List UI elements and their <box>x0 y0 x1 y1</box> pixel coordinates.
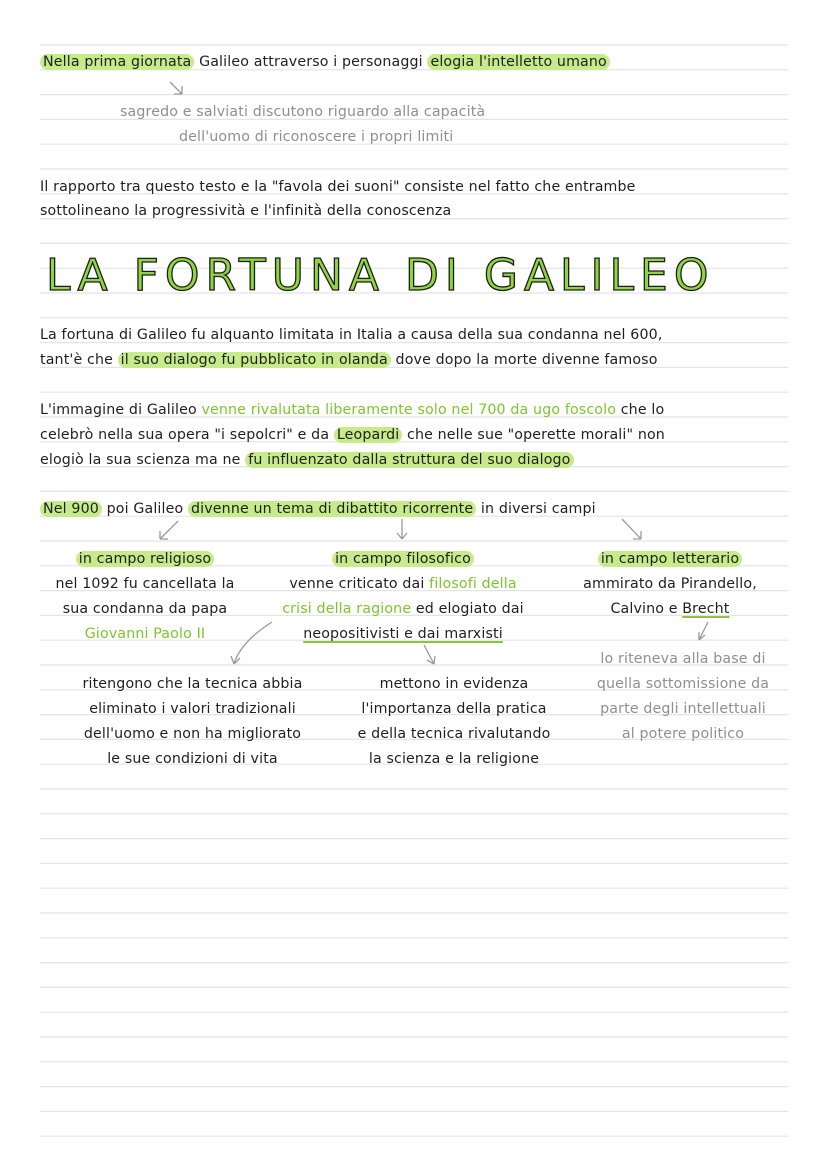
p2-line-3 <box>40 450 574 470</box>
letterario-l2-pre: Calvino e <box>610 601 678 617</box>
religioso-heading <box>40 549 250 569</box>
filosofico-line-2 <box>258 599 548 619</box>
filosofico-l2-green: crisi della ragione <box>282 601 412 617</box>
critici-line-2: eliminato i valori tradizionali <box>89 701 296 717</box>
highlight-tema: divenne un tema di dibattito ricorrente <box>188 501 476 517</box>
p3-post: in diversi campi <box>480 501 596 517</box>
highlight-struttura: fu influenzato dalla struttura del suo dialogo <box>245 452 573 468</box>
intro-sub-2: dell'uomo di riconoscere i propri limiti <box>179 129 454 145</box>
p2-l3-pre: elogiò la sua scienza ma ne <box>40 452 241 468</box>
p2-l2-pre: celebrò nella sua opera "i sepolcri" e da <box>40 427 330 443</box>
filosofico-heading-text: in campo filosofico <box>332 551 474 567</box>
filosofico-l3-underlined: neopositivisti e dai marxisti <box>303 626 503 642</box>
critici-line-3: dell'uomo e non ha migliorato <box>83 726 302 742</box>
arrow-to-letterario <box>622 519 641 539</box>
letterario-gray-2: quella sottomissione da <box>596 676 770 692</box>
arrow-brecht <box>699 622 708 640</box>
arrow-to-positivi <box>424 645 435 664</box>
filosofico-line-3 <box>258 624 548 644</box>
letterario-line-2 <box>560 599 780 619</box>
letterario-line-1: ammirato da Pirandello, <box>583 576 757 592</box>
brecht-underlined: Brecht <box>682 601 730 617</box>
p2-l2-post: che nelle sue "operette morali" non <box>407 427 665 443</box>
highlight-olanda: il suo dialogo fu pubblicato in olanda <box>118 352 391 368</box>
arrow-intro <box>170 82 182 94</box>
religioso-line-3: Giovanni Paolo II <box>84 626 206 642</box>
filosofico-heading <box>258 549 548 569</box>
intro-para-2: sottolineano la progressività e l'infinità della conoscenza <box>40 203 452 219</box>
filosofico-l1-pre: venne criticato dai <box>289 576 425 592</box>
p3-line <box>40 499 596 519</box>
critici-line-4: le sue condizioni di vita <box>107 751 278 767</box>
p2-line-2 <box>40 425 665 445</box>
p2-l1-pre: L'immagine di Galileo <box>40 402 197 418</box>
letterario-gray-4: al potere politico <box>621 726 745 742</box>
letterario-gray-3: parte degli intellettuali <box>600 701 766 717</box>
positivi-line-4: la scienza e la religione <box>368 751 540 767</box>
intro-line <box>40 52 610 72</box>
p1-post: dove dopo la morte divenne famoso <box>395 352 658 368</box>
intro-sub-1: sagredo e salviati discutono riguardo alla capacità <box>120 104 486 120</box>
critici-line-1: ritengono che la tecnica abbia <box>82 676 303 692</box>
highlight-elogia: elogia l'intelletto umano <box>427 54 609 70</box>
highlight-900: Nel 900 <box>40 501 102 517</box>
page-title: LA FORTUNA DI GALILEO <box>46 250 715 301</box>
green-foscolo: venne rivalutata liberamente solo nel 700 da ugo foscolo <box>201 402 617 418</box>
highlight-prima-giornata: Nella prima giornata <box>40 54 194 70</box>
positivi-line-2: l'importanza della pratica <box>361 701 547 717</box>
letterario-gray-1: lo riteneva alla base di <box>600 651 766 667</box>
letterario-heading-text: in campo letterario <box>598 551 742 567</box>
p3-mid: poi Galileo <box>106 501 184 517</box>
arrow-to-filosofico <box>397 519 407 539</box>
p2-l1-post: che lo <box>620 402 665 418</box>
religioso-line-2: sua condanna da papa <box>62 601 228 617</box>
arrow-to-religioso <box>160 521 178 539</box>
p1-pre: tant'è che <box>40 352 113 368</box>
religioso-heading-text: in campo religioso <box>76 551 215 567</box>
filosofico-l1-green: filosofi della <box>429 576 517 592</box>
filosofico-l2-post: ed elogiato dai <box>415 601 524 617</box>
p1-line-1: La fortuna di Galileo fu alquanto limitata in Italia a causa della sua condanna nel 600, <box>40 327 663 343</box>
letterario-heading <box>560 549 780 569</box>
positivi-line-1: mettono in evidenza <box>379 676 529 692</box>
filosofico-line-1 <box>258 574 548 594</box>
intro-para-1: Il rapporto tra questo testo e la "favola dei suoni" consiste nel fatto che entrambe <box>40 179 636 195</box>
intro-text: Galileo attraverso i personaggi <box>199 54 423 70</box>
religioso-line-1: nel 1092 fu cancellata la <box>55 576 235 592</box>
highlight-leopardi: Leopardi <box>334 427 403 443</box>
positivi-line-3: e della tecnica rivalutando <box>357 726 551 742</box>
p2-line-1 <box>40 400 664 420</box>
p1-line-2 <box>40 350 658 370</box>
